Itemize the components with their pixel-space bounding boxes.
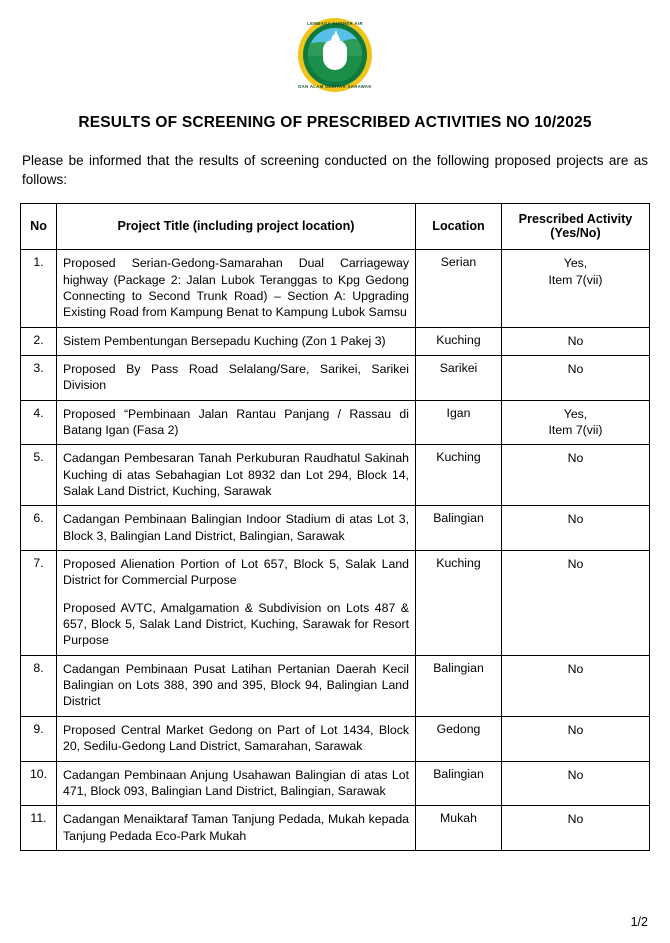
cell-location: Gedong xyxy=(416,716,502,761)
cell-prescribed-activity: No xyxy=(502,506,650,551)
logo-water-drop xyxy=(331,34,340,46)
table-body xyxy=(21,250,650,851)
cell-no: 3. xyxy=(21,355,57,400)
cell-location: Sarikei xyxy=(416,355,502,400)
table-row xyxy=(21,327,650,355)
cell-location: Balingian xyxy=(416,655,502,716)
agency-logo-icon xyxy=(298,18,372,92)
cell-location: Kuching xyxy=(416,445,502,506)
table-row xyxy=(21,551,650,656)
project-title-paragraph: Cadangan Menaiktaraf Taman Tanjung Pedada, Mukah kepada Tanjung Pedada Eco-Park Mukah xyxy=(63,812,409,843)
cell-no: 5. xyxy=(21,445,57,506)
intro-paragraph: Please be informed that the results of screening conducted on the following proposed projects are as follows: xyxy=(22,153,648,187)
cell-project-title xyxy=(57,355,416,400)
table-header-row xyxy=(21,204,650,250)
table-row xyxy=(21,250,650,327)
cell-no: 4. xyxy=(21,400,57,445)
cell-no: 6. xyxy=(21,506,57,551)
project-title-paragraph: Proposed AVTC, Amalgamation & Subdivision on Lots 487 & 657, Block 5, Salak Land District, Kuching, Sarawak for Resort Purpose xyxy=(63,600,409,648)
project-title-paragraph: Cadangan Pembinaan Balingian Indoor Stadium di atas Lot 3, Block 3, Balingian Land District, Balingian, Sarawak xyxy=(63,512,409,543)
table-row xyxy=(21,355,650,400)
cell-project-title xyxy=(57,250,416,327)
logo-top-text: LEMBAGA SUMBER AIR xyxy=(307,21,363,26)
cell-location: Mukah xyxy=(416,806,502,851)
cell-location: Kuching xyxy=(416,327,502,355)
cell-no: 10. xyxy=(21,761,57,806)
cell-no: 8. xyxy=(21,655,57,716)
project-title-paragraph: Proposed “Pembinaan Jalan Rantau Panjang / Rassau di Batang Igan (Fasa 2) xyxy=(63,406,409,437)
cell-no: 9. xyxy=(21,716,57,761)
cell-no: 2. xyxy=(21,327,57,355)
column-header-location: Location xyxy=(416,204,502,250)
cell-project-title xyxy=(57,327,416,355)
table-row xyxy=(21,445,650,506)
project-title-paragraph: Cadangan Pembinaan Anjung Usahawan Balingian di atas Lot 471, Block 093, Balingian Land District, Balingian, Sarawak xyxy=(63,767,409,798)
page-title: RESULTS OF SCREENING OF PRESCRIBED ACTIVITIES NO 10/2025 xyxy=(78,114,592,131)
project-title-paragraph: Proposed Serian-Gedong-Samarahan Dual Carriageway highway (Package 2: Jalan Lubok Teranggas to Kpg Gedong Connecting to Second Trunk Road) – Section A: Upgrading Existing Road from Kampung Benat to Kampung Lubok Samsu xyxy=(63,256,409,320)
cell-project-title xyxy=(57,716,416,761)
cell-location: Kuching xyxy=(416,551,502,656)
cell-prescribed-activity: No xyxy=(502,806,650,851)
project-title-paragraph: Proposed Central Market Gedong on Part of Lot 1434, Block 20, Sedilu-Gedong Land District, Samarahan, Sarawak xyxy=(63,722,409,754)
cell-no: 1. xyxy=(21,250,57,327)
cell-project-title xyxy=(57,806,416,851)
table-row xyxy=(21,400,650,445)
cell-prescribed-activity: Yes, Item 7(vii) xyxy=(502,250,650,327)
project-title-paragraph: Proposed Alienation Portion of Lot 657, Block 5, Salak Land District for Commercial Purpose xyxy=(63,557,409,588)
cell-prescribed-activity: No xyxy=(502,445,650,506)
project-title-paragraph: Proposed By Pass Road Selalang/Sare, Sarikei, Sarikei Division xyxy=(63,361,409,393)
cell-project-title xyxy=(57,400,416,445)
column-header-project-title: Project Title (including project location) xyxy=(57,204,416,250)
cell-no: 7. xyxy=(21,551,57,656)
cell-location: Balingian xyxy=(416,761,502,806)
cell-prescribed-activity: No xyxy=(502,327,650,355)
cell-project-title xyxy=(57,445,416,506)
cell-location: Balingian xyxy=(416,506,502,551)
table-row xyxy=(21,506,650,551)
cell-project-title xyxy=(57,761,416,806)
logo-container xyxy=(20,18,650,104)
project-title-paragraph: Cadangan Pembesaran Tanah Perkuburan Raudhatul Sakinah Kuching di atas Sebahagian Lot 8932 dan Lot 294, Block 14, Salak Land District, Kuching, Sarawak xyxy=(63,451,409,499)
table-row xyxy=(21,806,650,851)
cell-prescribed-activity: No xyxy=(502,655,650,716)
cell-no: 11. xyxy=(21,806,57,851)
column-header-no: No xyxy=(21,204,57,250)
cell-prescribed-activity: No xyxy=(502,761,650,806)
logo-emblem xyxy=(308,28,362,82)
column-header-prescribed-activity: Prescribed Activity (Yes/No) xyxy=(502,204,650,250)
table-row xyxy=(21,655,650,716)
cell-project-title xyxy=(57,655,416,716)
page-number: 1/2 xyxy=(630,915,648,929)
cell-project-title xyxy=(57,551,416,656)
cell-prescribed-activity: No xyxy=(502,716,650,761)
cell-prescribed-activity: No xyxy=(502,551,650,656)
project-title-paragraph: Cadangan Pembinaan Pusat Latihan Pertanian Daerah Kecil Balingian on Lots 388, 390 and 395, Block 94, Balingian Land District xyxy=(63,661,409,709)
screening-results-table xyxy=(20,203,650,851)
cell-prescribed-activity: Yes, Item 7(vii) xyxy=(502,400,650,445)
table-row xyxy=(21,761,650,806)
project-title-paragraph: Sistem Pembentungan Bersepadu Kuching (Zon 1 Pakej 3) xyxy=(63,333,386,348)
cell-project-title xyxy=(57,506,416,551)
table-header xyxy=(21,204,650,250)
table-row xyxy=(21,716,650,761)
logo-bottom-text: DAN ALAM SEKITAR SARAWAK xyxy=(298,84,372,89)
cell-prescribed-activity: No xyxy=(502,355,650,400)
cell-location: Igan xyxy=(416,400,502,445)
cell-location: Serian xyxy=(416,250,502,327)
